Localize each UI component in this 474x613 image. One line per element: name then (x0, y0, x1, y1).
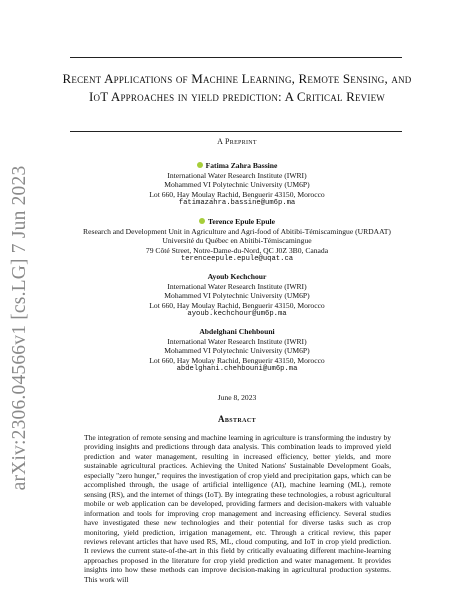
preprint-label: A Preprint (217, 137, 257, 146)
paper-title: Recent Applications of Machine Learning, Remote Sensing, and IoT Approaches in yield prediction: A Critical Review (62, 71, 412, 104)
author-block-3 (0, 272, 474, 320)
orcid-icon[interactable] (197, 162, 203, 168)
arxiv-identifier: arXiv:2306.04566v1 [cs.LG] 7 Jun 2023 (9, 165, 30, 491)
author-email[interactable]: abdelghani.chehbouni@um6p.ma (176, 365, 298, 374)
author-address-line: Lot 660, Hay Moulay Rachid, Benguerir 43150, Morocco (149, 300, 325, 310)
author-affiliation-line: Research and Development Unit in Agriculture and Agri-food of Abitibi-Témiscamingue (URDAAT) (83, 226, 391, 236)
title-top-rule (70, 57, 402, 58)
abstract-heading: Abstract (217, 414, 257, 424)
author-affiliation-line: Mohammed VI Polytechnic University (UM6P) (164, 346, 310, 356)
author-affiliation-line: Mohammed VI Polytechnic University (UM6P) (164, 291, 310, 301)
author-affiliation-line: Mohammed VI Polytechnic University (UM6P) (164, 180, 310, 190)
author-name: Ayoub Kechchour (207, 272, 267, 281)
author-name: Terence Epule Epule (207, 217, 276, 226)
author-name: Fatima Zahra Bassine (205, 161, 278, 170)
author-address-line: Lot 660, Hay Moulay Rachid, Benguerir 43150, Morocco (149, 355, 325, 365)
author-email[interactable]: terenceepule.epule@uqat.ca (180, 255, 294, 264)
publication-date: June 8, 2023 (217, 393, 257, 402)
author-address-line: Lot 660, Hay Moulay Rachid, Benguerir 43150, Morocco (149, 189, 325, 199)
author-email[interactable]: ayoub.kechchour@um6p.ma (187, 310, 287, 319)
author-affiliation-line: Université du Québec en Abitibi-Témiscamingue (162, 236, 312, 246)
author-affiliation-line: International Water Research Institute (IWRI) (167, 336, 307, 346)
author-name: Abdelghani Chehbouni (199, 327, 275, 336)
orcid-icon[interactable] (199, 218, 205, 224)
title-bottom-rule (70, 131, 402, 132)
author-address-line: 79 Côté Street, Notre-Dame-du-Nord, QC J0Z 3B0, Canada (145, 245, 329, 255)
author-block-1 (0, 161, 474, 209)
author-affiliation-line: International Water Research Institute (IWRI) (167, 281, 307, 291)
author-affiliation-line: International Water Research Institute (IWRI) (167, 170, 307, 180)
author-block-4 (0, 327, 474, 375)
author-block-2 (0, 217, 474, 265)
abstract-text: The integration of remote sensing and machine learning in agriculture is transforming the industry by providing insights and predictions through data analysis. This combination leads to improved yield prediction and water management, resulting in increased efficiency, better yields, and more sustainable agricultural practices. Achieving the United Nations' Sustainable Development Goals, especially "zero hunger," requires the investigation of crop yield and precipitation gaps, which can be accomplished through, the usage of artificial intelligence (AI), machine learning (ML), remote sensing (RS), and the internet of things (IoT). By integrating these technologies, a robust agricultural mobile or web application can be developed, providing farmers and decision-makers with valuable information and tools for improving crop management and increasing efficiency. Several studies have investigated these new technologies and their potential for diverse tasks such as crop monitoring, yield prediction, irrigation management, etc. Through a critical review, this paper reviews relevant articles that have used RS, ML, cloud computing, and IoT in crop yield prediction. It reviews the current state-of-the-art in this field by critically evaluating different machine-learning approaches proposed in the literature for crop yield prediction and water management. It provides insights into how these methods can improve decision-making in agricultural production systems. This work will (84, 433, 391, 584)
author-email[interactable]: fatimazahra.bassine@um6p.ma (178, 199, 296, 208)
